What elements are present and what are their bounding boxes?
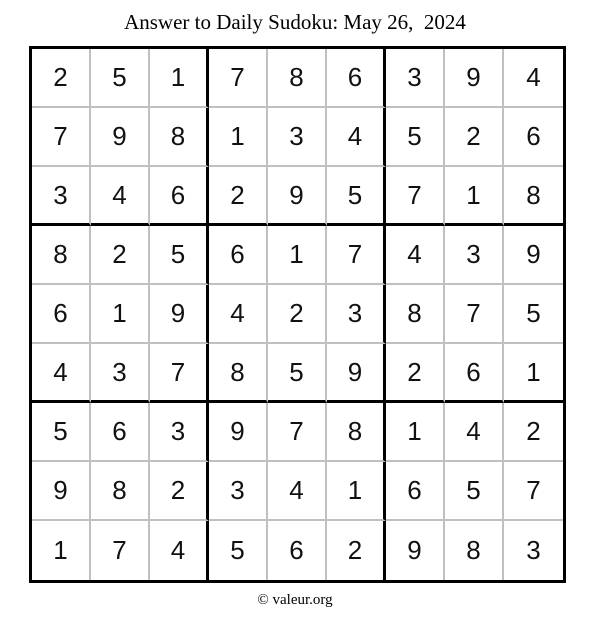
sudoku-cell: 7 xyxy=(327,226,386,285)
sudoku-cell: 4 xyxy=(327,108,386,167)
sudoku-cell: 8 xyxy=(445,521,504,580)
sudoku-cell: 3 xyxy=(268,108,327,167)
sudoku-cell: 7 xyxy=(91,521,150,580)
sudoku-cell: 3 xyxy=(91,344,150,403)
sudoku-cell: 7 xyxy=(386,167,445,226)
sudoku-cell: 3 xyxy=(386,49,445,108)
sudoku-cell: 6 xyxy=(327,49,386,108)
sudoku-cell: 1 xyxy=(268,226,327,285)
sudoku-cell: 4 xyxy=(445,403,504,462)
sudoku-cell: 6 xyxy=(32,285,91,344)
sudoku-cell: 8 xyxy=(91,462,150,521)
sudoku-cell: 5 xyxy=(268,344,327,403)
sudoku-cell: 8 xyxy=(32,226,91,285)
sudoku-cell: 1 xyxy=(327,462,386,521)
sudoku-cell: 4 xyxy=(386,226,445,285)
sudoku-cell: 1 xyxy=(32,521,91,580)
sudoku-cell: 2 xyxy=(504,403,563,462)
sudoku-cell: 2 xyxy=(150,462,209,521)
sudoku-cell: 8 xyxy=(504,167,563,226)
sudoku-cell: 6 xyxy=(268,521,327,580)
sudoku-cell: 4 xyxy=(150,521,209,580)
sudoku-cell: 5 xyxy=(445,462,504,521)
sudoku-cell: 4 xyxy=(32,344,91,403)
sudoku-cell: 2 xyxy=(327,521,386,580)
sudoku-cell: 8 xyxy=(386,285,445,344)
sudoku-cell: 5 xyxy=(386,108,445,167)
sudoku-cell: 9 xyxy=(209,403,268,462)
sudoku-cell: 5 xyxy=(91,49,150,108)
sudoku-cell: 3 xyxy=(209,462,268,521)
sudoku-cell: 4 xyxy=(209,285,268,344)
sudoku-cell: 1 xyxy=(150,49,209,108)
sudoku-cell: 4 xyxy=(504,49,563,108)
sudoku-cell: 2 xyxy=(445,108,504,167)
sudoku-cell: 9 xyxy=(32,462,91,521)
sudoku-cell: 7 xyxy=(268,403,327,462)
sudoku-cell: 5 xyxy=(150,226,209,285)
sudoku-cell: 3 xyxy=(150,403,209,462)
sudoku-cell: 4 xyxy=(268,462,327,521)
sudoku-cell: 9 xyxy=(386,521,445,580)
sudoku-cell: 5 xyxy=(209,521,268,580)
sudoku-cell: 4 xyxy=(91,167,150,226)
sudoku-cell: 2 xyxy=(91,226,150,285)
sudoku-cell: 1 xyxy=(445,167,504,226)
sudoku-cell: 1 xyxy=(209,108,268,167)
sudoku-cell: 6 xyxy=(91,403,150,462)
sudoku-cell: 5 xyxy=(327,167,386,226)
sudoku-cell: 3 xyxy=(526,535,541,565)
sudoku-cell: 5 xyxy=(504,285,563,344)
sudoku-cell: 6 xyxy=(504,108,563,167)
sudoku-cell: 2 xyxy=(209,167,268,226)
sudoku-cell: 5 xyxy=(32,403,91,462)
sudoku-grid xyxy=(29,46,566,583)
sudoku-cell: 2 xyxy=(268,285,327,344)
sudoku-cell: 9 xyxy=(504,226,563,285)
sudoku-cell: 7 xyxy=(150,344,209,403)
sudoku-cell: 8 xyxy=(268,49,327,108)
sudoku-cell: 6 xyxy=(445,344,504,403)
page-title: Answer to Daily Sudoku: May 26, 2024 xyxy=(124,10,466,34)
sudoku-cell: 8 xyxy=(327,403,386,462)
sudoku-cell: 1 xyxy=(91,285,150,344)
sudoku-cell: 3 xyxy=(32,167,91,226)
sudoku-cell: 7 xyxy=(32,108,91,167)
sudoku-cell: 9 xyxy=(150,285,209,344)
sudoku-cell: 1 xyxy=(386,403,445,462)
sudoku-cell: 1 xyxy=(504,344,563,403)
copyright-footer: © valeur.org xyxy=(257,592,333,608)
sudoku-cell: 2 xyxy=(386,344,445,403)
sudoku-cell: 7 xyxy=(445,285,504,344)
sudoku-cell: 3 xyxy=(445,226,504,285)
sudoku-cell: 7 xyxy=(209,49,268,108)
sudoku-cell: 8 xyxy=(150,108,209,167)
sudoku-cell: 9 xyxy=(268,167,327,226)
sudoku-cell: 9 xyxy=(91,108,150,167)
sudoku-cell: 6 xyxy=(386,462,445,521)
sudoku-cell: 6 xyxy=(209,226,268,285)
sudoku-cell: 7 xyxy=(504,462,563,521)
sudoku-cell: 2 xyxy=(32,49,91,108)
sudoku-cell: 8 xyxy=(209,344,268,403)
sudoku-cell: 6 xyxy=(150,167,209,226)
sudoku-cell: 9 xyxy=(327,344,386,403)
sudoku-cell: 3 xyxy=(327,285,386,344)
sudoku-cell: 9 xyxy=(445,49,504,108)
